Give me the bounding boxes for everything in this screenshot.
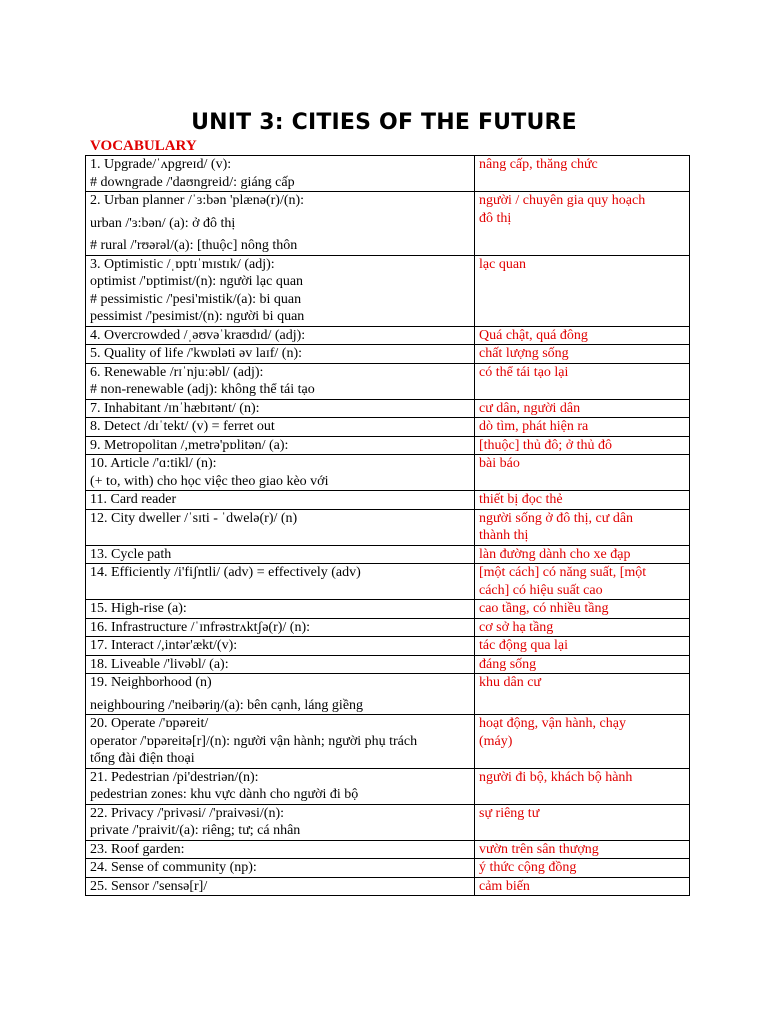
meaning-line: làn đường dành cho xe đạp bbox=[479, 546, 631, 562]
table-row bbox=[86, 192, 690, 256]
meaning-cell bbox=[475, 192, 690, 256]
meaning-cell bbox=[475, 768, 690, 804]
term-cell bbox=[86, 618, 475, 637]
term-cell bbox=[86, 859, 475, 878]
table-row bbox=[86, 418, 690, 437]
term-line: # downgrade /'daʊngreid/: giáng cấp bbox=[90, 174, 295, 190]
term-line: tổng đài điện thoại bbox=[90, 751, 195, 766]
meaning-line: sự riêng tư bbox=[479, 805, 540, 821]
term-cell bbox=[86, 804, 475, 840]
table-row bbox=[86, 345, 690, 364]
term-line: 8. Detect /dɪˈtekt/ (v) = ferret out bbox=[90, 419, 275, 434]
term-cell bbox=[86, 637, 475, 656]
meaning-line: hoạt động, vận hành, chạy bbox=[479, 716, 626, 731]
term-cell bbox=[86, 326, 475, 345]
table-row bbox=[86, 859, 690, 878]
meaning-line: bài báo bbox=[479, 456, 520, 471]
term-line: 18. Liveable /'livəbl/ (a): bbox=[90, 656, 229, 672]
term-cell bbox=[86, 509, 475, 545]
term-cell bbox=[86, 545, 475, 564]
meaning-cell bbox=[475, 255, 690, 326]
meaning-line: thành thị bbox=[479, 528, 529, 543]
term-line: 24. Sense of community (np): bbox=[90, 860, 257, 875]
meaning-cell bbox=[475, 618, 690, 637]
meaning-line: khu dân cư bbox=[479, 675, 542, 690]
term-line: 17. Interact /,intər'ækt/(v): bbox=[90, 638, 238, 653]
meaning-cell bbox=[475, 877, 690, 896]
meaning-line: cao tầng, có nhiều tầng bbox=[479, 601, 609, 616]
table-row bbox=[86, 156, 690, 192]
meaning-cell bbox=[475, 363, 690, 399]
meaning-line: nâng cấp, thăng chức bbox=[479, 157, 598, 172]
term-line: # rural /'rʊərəl/(a): [thuộc] nông thôn bbox=[90, 238, 298, 253]
meaning-cell bbox=[475, 326, 690, 345]
term-line: 7. Inhabitant /ɪnˈhæbɪtənt/ (n): bbox=[90, 400, 260, 416]
table-row bbox=[86, 637, 690, 656]
term-cell bbox=[86, 564, 475, 600]
table-row bbox=[86, 768, 690, 804]
term-line: optimist /'ɒptimist/(n): người lạc quan bbox=[90, 274, 304, 289]
term-line: 22. Privacy /'privəsi/ /'praivəsi/(n): bbox=[90, 805, 285, 821]
meaning-line: [thuộc] thủ đô; ở thủ đô bbox=[479, 437, 612, 453]
meaning-line: người đi bộ, khách bộ hành bbox=[479, 769, 633, 785]
term-cell bbox=[86, 674, 475, 715]
term-cell bbox=[86, 877, 475, 896]
term-cell bbox=[86, 600, 475, 619]
table-row bbox=[86, 363, 690, 399]
meaning-cell bbox=[475, 715, 690, 769]
term-cell bbox=[86, 255, 475, 326]
meaning-line: đáng sống bbox=[479, 656, 537, 672]
meaning-cell bbox=[475, 545, 690, 564]
term-line: 3. Optimistic /ˌɒptɪˈmɪstɪk/ (adj): bbox=[90, 256, 275, 272]
term-cell bbox=[86, 768, 475, 804]
table-row bbox=[86, 545, 690, 564]
meaning-cell bbox=[475, 655, 690, 674]
table-row bbox=[86, 255, 690, 326]
term-line: urban /'ɜ:bən/ (a): ở đô thị bbox=[90, 215, 236, 231]
meaning-line: cảm biến bbox=[479, 878, 530, 894]
table-row bbox=[86, 840, 690, 859]
term-cell bbox=[86, 399, 475, 418]
term-cell bbox=[86, 363, 475, 399]
table-row bbox=[86, 804, 690, 840]
table-row bbox=[86, 399, 690, 418]
meaning-line: đô thị bbox=[479, 210, 512, 226]
meaning-line: chất lượng sống bbox=[479, 346, 569, 361]
term-line: 12. City dweller /ˈsɪti - ˈdwelə(r)/ (n) bbox=[90, 510, 298, 526]
term-line: neighbouring /'neibəriŋ/(a): bên cạnh, láng giềng bbox=[90, 697, 364, 713]
meaning-line: người / chuyên gia quy hoạch bbox=[479, 193, 646, 208]
term-line: 16. Infrastructure /ˈɪnfrəstrʌktʃə(r)/ (n): bbox=[90, 619, 311, 635]
meaning-cell bbox=[475, 418, 690, 437]
term-cell bbox=[86, 345, 475, 364]
meaning-line: Quá chật, quá đông bbox=[479, 327, 588, 343]
term-line: operator /'ɒpəreitə[r]/(n): người vận hành; người phụ trách bbox=[90, 733, 418, 749]
term-line: 20. Operate /'ɒpəreit/ bbox=[90, 716, 209, 731]
meaning-line: có thể tái tạo lại bbox=[479, 364, 569, 380]
term-line: 4. Overcrowded /ˌəʊvəˈkraʊdɪd/ (adj): bbox=[90, 327, 306, 343]
table-row bbox=[86, 326, 690, 345]
term-line: pedestrian zones: khu vực dành cho người đi bộ bbox=[90, 787, 359, 802]
meaning-cell bbox=[475, 436, 690, 455]
term-line: 23. Roof garden: bbox=[90, 841, 185, 857]
term-cell bbox=[86, 436, 475, 455]
meaning-cell bbox=[475, 674, 690, 715]
meaning-line: người sống ở đô thị, cư dân bbox=[479, 510, 634, 526]
term-line: 9. Metropolitan /,metrə'pɒlitən/ (a): bbox=[90, 437, 289, 453]
table-row bbox=[86, 674, 690, 715]
term-line: 13. Cycle path bbox=[90, 546, 172, 562]
table-row bbox=[86, 564, 690, 600]
table-row bbox=[86, 491, 690, 510]
term-cell bbox=[86, 418, 475, 437]
meaning-cell bbox=[475, 600, 690, 619]
meaning-line: dò tìm, phát hiện ra bbox=[479, 419, 589, 434]
meaning-cell bbox=[475, 840, 690, 859]
table-row bbox=[86, 455, 690, 491]
term-cell bbox=[86, 491, 475, 510]
table-row bbox=[86, 436, 690, 455]
meaning-line: vườn trên sân thượng bbox=[479, 841, 599, 857]
term-cell bbox=[86, 655, 475, 674]
term-line: private /'praivit/(a): riêng; tư; cá nhân bbox=[90, 823, 301, 838]
term-line: # non-renewable (adj): không thể tái tạo bbox=[90, 382, 315, 397]
term-line: 25. Sensor /'sensə[r]/ bbox=[90, 878, 208, 894]
meaning-cell bbox=[475, 455, 690, 491]
table-row bbox=[86, 715, 690, 769]
term-line: pessimist /'pesimist/(n): người bi quan bbox=[90, 309, 305, 324]
term-line: 10. Article /'ɑ:tikl/ (n): bbox=[90, 456, 217, 471]
meaning-line: cư dân, người dân bbox=[479, 400, 581, 416]
term-cell bbox=[86, 840, 475, 859]
term-line: 19. Neighborhood (n) bbox=[90, 675, 212, 690]
meaning-cell bbox=[475, 564, 690, 600]
vocabulary-heading: VOCABULARY bbox=[90, 138, 197, 154]
meaning-line: ý thức cộng đồng bbox=[479, 860, 577, 875]
term-cell bbox=[86, 455, 475, 491]
meaning-line: (máy) bbox=[479, 733, 513, 749]
meaning-cell bbox=[475, 509, 690, 545]
meaning-cell bbox=[475, 491, 690, 510]
document-title: UNIT 3: CITIES OF THE FUTURE bbox=[191, 110, 577, 135]
term-cell bbox=[86, 192, 475, 256]
term-line: 21. Pedestrian /pi'destriən/(n): bbox=[90, 769, 259, 785]
table-row bbox=[86, 600, 690, 619]
meaning-cell bbox=[475, 156, 690, 192]
vocabulary-table-body bbox=[86, 156, 690, 896]
meaning-line: thiết bị đọc thẻ bbox=[479, 492, 563, 507]
meaning-cell bbox=[475, 345, 690, 364]
meaning-line: [một cách] có năng suất, [một bbox=[479, 565, 647, 580]
meaning-line: lạc quan bbox=[479, 256, 527, 272]
meaning-line: cơ sở hạ tầng bbox=[479, 619, 554, 635]
term-cell bbox=[86, 715, 475, 769]
table-row bbox=[86, 877, 690, 896]
term-line: (+ to, with) cho học việc theo giao kèo với bbox=[90, 473, 329, 489]
table-row bbox=[86, 618, 690, 637]
meaning-cell bbox=[475, 859, 690, 878]
meaning-cell bbox=[475, 399, 690, 418]
meaning-line: tác động qua lại bbox=[479, 638, 569, 653]
meaning-cell bbox=[475, 637, 690, 656]
term-line: 15. High-rise (a): bbox=[90, 601, 187, 616]
table-row bbox=[86, 655, 690, 674]
term-line: 14. Efficiently /i'fiʃntli/ (adv) = effectively (adv) bbox=[90, 565, 361, 580]
meaning-cell bbox=[475, 804, 690, 840]
term-line: 1. Upgrade/ˈʌpgreɪd/ (v): bbox=[90, 157, 232, 172]
term-cell bbox=[86, 156, 475, 192]
meaning-line: cách] có hiệu suất cao bbox=[479, 582, 603, 598]
term-line: 2. Urban planner /ˈɜ:bən 'plænə(r)/(n): bbox=[90, 193, 305, 208]
term-line: 5. Quality of life /'kwɒləti əv laɪf/ (n): bbox=[90, 346, 303, 361]
vocabulary-table bbox=[85, 155, 690, 896]
term-line: 11. Card reader bbox=[90, 492, 177, 507]
table-row bbox=[86, 509, 690, 545]
term-line: # pessimistic /'pesi'mistik/(a): bi quan bbox=[90, 291, 302, 307]
term-line: 6. Renewable /rɪˈnjuːəbl/ (adj): bbox=[90, 364, 264, 380]
